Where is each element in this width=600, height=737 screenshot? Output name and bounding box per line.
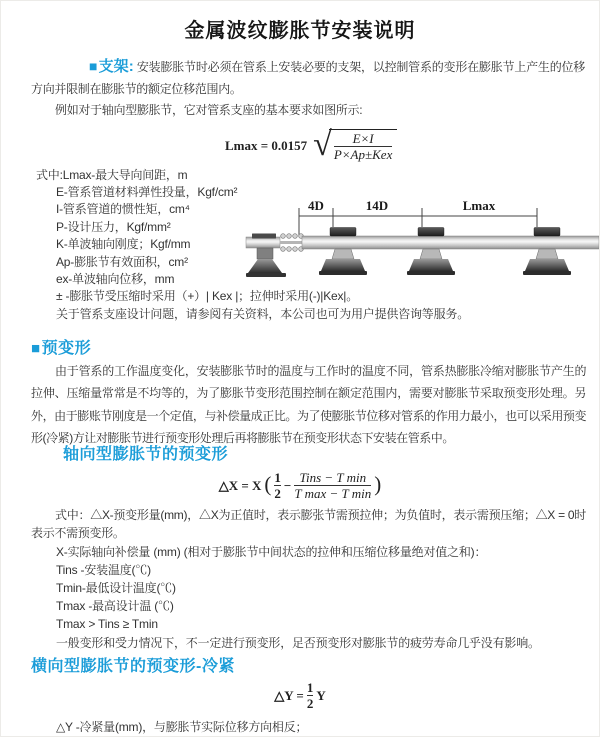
legend-line: ex-单波轴向位移，mm [56, 271, 175, 286]
minus-sign: − [283, 477, 292, 493]
pipe [302, 236, 599, 249]
formula-lhs: △X = X [218, 477, 262, 493]
formula-rhs: Y [316, 687, 326, 703]
fraction-numerator: Tins − T min [299, 470, 367, 486]
axial-subheading: 轴向型膨胀节的预变形 [63, 445, 229, 463]
parameter-line: X-实际轴向补偿量 (mm) (相对于膨胀节中间状态的拉伸和压缩位移量绝对值之和)： [56, 544, 487, 559]
fraction [307, 680, 314, 712]
lateral-note-line: △Y -冷紧量(mm)，与膨胀节实际位移方向相反； [56, 719, 308, 734]
support-heading-label: 支架: [98, 58, 134, 75]
legend-line: P-设计压力，Kgf/mm² [56, 219, 171, 234]
parameter-line: Tmax -最高设计温 (℃) [56, 599, 174, 614]
guide-support [319, 228, 367, 276]
fraction [294, 470, 371, 502]
dim-label-4d: 4D [308, 198, 324, 213]
parameter-line: Tmax > Tins ≥ Tmin [56, 617, 158, 632]
fraction-numerator: 1 [274, 470, 281, 486]
axial-formula [1, 470, 599, 502]
legend-line: E-管系管道材料弹性投量，Kgf/cm² [56, 184, 238, 199]
fraction-denominator: 2 [306, 696, 314, 712]
right-paren: ) [374, 472, 382, 497]
legend-line: Ap-膨胀节有效面积，cm² [56, 254, 188, 269]
formula-lhs: Lmax = 0.0157 [225, 137, 308, 153]
lateral-formula [1, 679, 599, 712]
fraction [274, 470, 281, 502]
axial-explain-paragraph: 式中：△X-预变形量(mm)，△X为正值时，表示膨张节需预拉伸；为负值时，表示需预压缩；△X = 0时表示不需预变形。 [31, 507, 586, 540]
support-paragraph [31, 56, 585, 100]
legend-line: 关于管系支座设计问题，请参阅有关资料，本公司也可为用户提供咨询等服务。 [56, 306, 470, 321]
parameter-line: Tins -安装温度(℃) [56, 562, 151, 577]
predeform-heading-label: 预变形 [41, 340, 92, 358]
sqrt-radical-icon: √ [313, 125, 332, 163]
guide-support [523, 228, 571, 276]
dim-label-lmax: Lmax [462, 198, 496, 213]
support-example-text: 例如对于轴向型膨胀节，它对管系支座的基本要求如图所示: [55, 103, 363, 117]
predeform-paragraph: 由于管系的工作温度变化，安装膨胀节时的温度与工作时的温度不同，管系热膨胀冷缩对膨胀节产生的拉伸、压缩量常常是不均等的，为了膨胀节变形范围控制在额定范围内，需要对膨胀节采取预变形处理。另外，由于膨账节刚度是一个定值，与补偿量成正比。为了使膨胀节位移对管系的作用力最小，也可以采用预变形(冷紧)方让对膨胀节进行预变形处理后再将膨胀节在预变形状态下安装在管系中。 [31, 364, 586, 445]
section-bullet-icon: ■ [31, 340, 41, 358]
parameter-line: 一般变形和受力情况下，不一定进行预变形，足否预变形对膨胀节的疲劳寿命几乎没有影响。 [56, 635, 540, 650]
bellows-icon [280, 234, 303, 252]
support-section-heading [89, 58, 134, 75]
left-paren: ( [264, 472, 272, 497]
fraction-denominator: T max − T min [294, 486, 372, 502]
fraction [334, 131, 393, 163]
legend-line: I-管系管道的惯性矩，cm⁴ [56, 202, 190, 217]
radicand [329, 129, 398, 163]
guide-support [407, 228, 455, 276]
parameter-line: Tmin-最低设计温度(℃) [56, 580, 176, 595]
anchor-support [246, 234, 286, 278]
fraction-denominator: 2 [274, 486, 281, 502]
fraction-numerator: E×I [352, 130, 374, 146]
formula-lhs: △Y = [274, 687, 304, 703]
dim-label-14d: 14D [365, 198, 389, 213]
lmax-formula [225, 125, 599, 163]
support-intro-text: 安装膨胀节时必须在管系上安装必要的支架，以控制管系的变形在膨胀节上产生的位移方向并限制在膨胀节的额定位移范围内。 [31, 60, 585, 96]
legend-line: K-单波轴向刚度；Kgf/mm [56, 237, 191, 252]
page-title: 金属波纹膨胀节安装说明 [184, 20, 416, 42]
fraction-denominator: P×Ap±Kex [333, 147, 393, 162]
section-bullet-icon: ■ [89, 58, 98, 74]
lateral-subheading: 横向型膨胀节的预变形-冷紧 [31, 657, 235, 675]
fraction-numerator: 1 [306, 679, 314, 695]
axial-parameter-list [56, 543, 599, 652]
legend-line: ± -膨胀节受压缩时采用（+）| Kex |；拉伸时采用(-)|Kex|。 [56, 289, 359, 304]
predeform-section-heading [31, 335, 599, 358]
pipe-support-spacing-diagram [244, 191, 599, 291]
legend-line: 式中:Lmax-最大导向间距，m [36, 167, 188, 182]
